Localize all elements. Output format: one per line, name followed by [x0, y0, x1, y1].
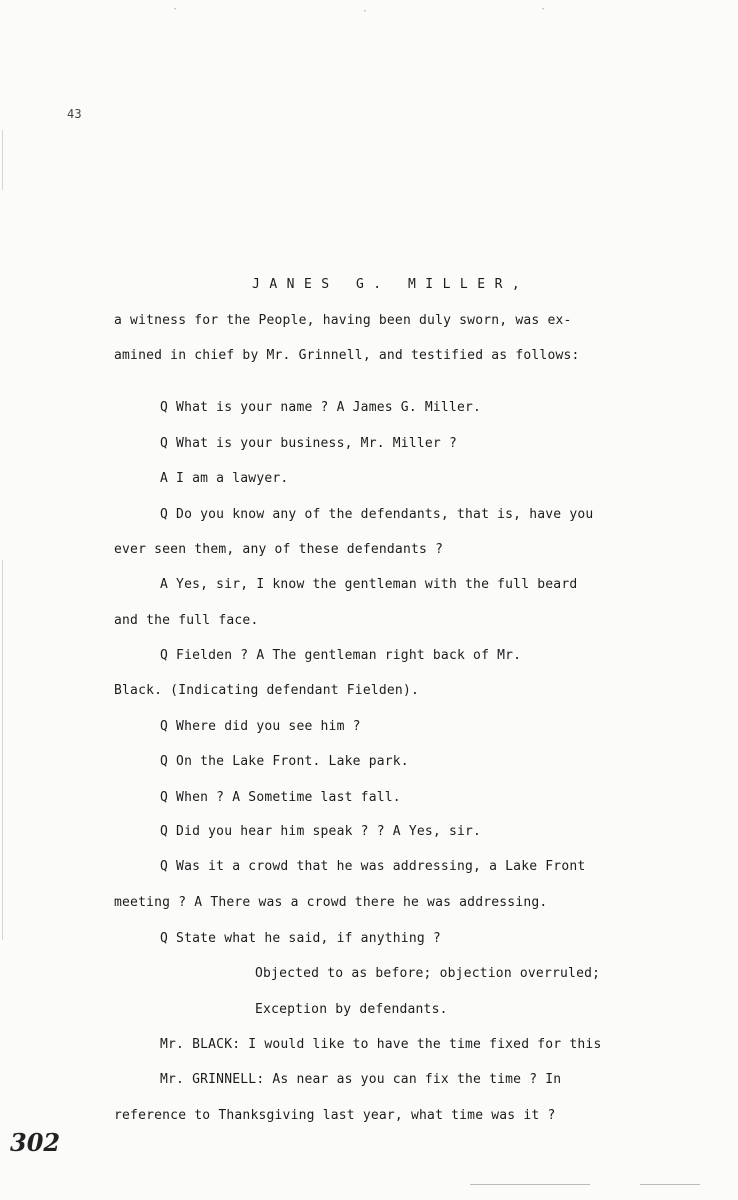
scan-edge-mark [2, 130, 3, 190]
text-line: a witness for the People, having been duly sworn, was ex- [114, 313, 572, 328]
scan-speck: · [540, 4, 547, 15]
text-line: Q On the Lake Front. Lake park. [160, 754, 409, 769]
text-line: Q What is your name ? A James G. Miller. [160, 400, 482, 415]
scan-speck: · [362, 6, 369, 17]
text-line: Q Where did you see him ? [160, 719, 361, 734]
text-line: Mr. BLACK: I would like to have the time fixed for this [160, 1037, 602, 1052]
text-line: Q What is your business, Mr. Miller ? [160, 436, 457, 451]
text-line: ever seen them, any of these defendants ? [114, 542, 444, 557]
text-line: amined in chief by Mr. Grinnell, and testified as follows: [114, 348, 580, 363]
text-line: and the full face. [114, 613, 259, 628]
handwritten-page-number: 302 [10, 1128, 61, 1157]
text-line: A I am a lawyer. [160, 471, 289, 486]
text-line: Exception by defendants. [255, 1002, 448, 1017]
scan-bottom-mark [470, 1184, 590, 1185]
scan-edge-mark [2, 560, 3, 940]
text-line: A Yes, sir, I know the gentleman with the full beard [160, 577, 578, 592]
text-line: Q Do you know any of the defendants, that is, have you [160, 507, 594, 522]
text-line: reference to Thanksgiving last year, what time was it ? [114, 1108, 556, 1123]
text-line: Q Was it a crowd that he was addressing, a Lake Front [160, 859, 586, 874]
text-line: Mr. GRINNELL: As near as you can fix the time ? In [160, 1072, 562, 1087]
text-line: Q Did you hear him speak ? ? A Yes, sir. [160, 824, 482, 839]
text-line: Q State what he said, if anything ? [160, 931, 441, 946]
text-line: Objected to as before; objection overruled; [255, 966, 601, 981]
text-line: meeting ? A There was a crowd there he was addressing. [114, 895, 548, 910]
scan-bottom-mark [640, 1184, 700, 1185]
text-line: Q When ? A Sometime last fall. [160, 790, 401, 805]
text-line: Q Fielden ? A The gentleman right back of Mr. [160, 648, 522, 663]
text-line: Black. (Indicating defendant Fielden). [114, 683, 420, 698]
page-number: 43 [67, 107, 82, 121]
witness-heading: JANES G. MILLER, [252, 277, 530, 292]
scan-speck: · [172, 4, 179, 15]
